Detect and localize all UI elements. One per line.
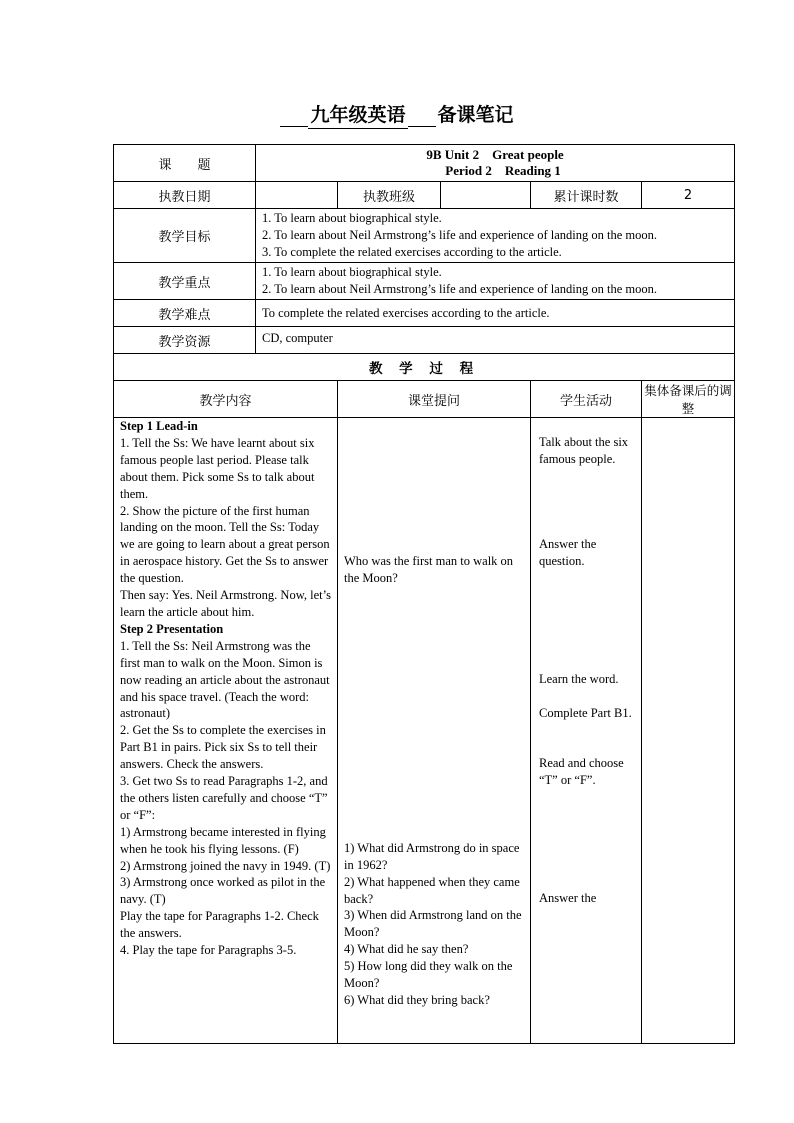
step2-title: Step 2 Presentation	[120, 621, 224, 636]
class-label: 执教班级	[338, 182, 441, 209]
teaching-content	[114, 418, 338, 1044]
header-activities: 学生活动	[531, 381, 642, 418]
process-body-row	[114, 418, 735, 1044]
student-activities	[531, 418, 642, 1044]
topic-value	[256, 145, 735, 182]
header-adjustments: 集体备课后的调整	[642, 381, 735, 418]
objective-item: 2. To learn about Neil Armstrong’s life and experience of landing on the moon.	[262, 228, 657, 242]
resources-text: CD, computer	[256, 327, 735, 354]
key-point-item: 1. To learn about biographical style.	[262, 265, 442, 279]
difficulties-text: To complete the related exercises according to the article.	[256, 300, 735, 327]
title-blank-left	[280, 104, 308, 127]
lesson-plan-table	[113, 144, 735, 1044]
objective-item: 3. To complete the related exercises according to the article.	[262, 245, 562, 259]
question-item: 1) What did Armstrong do in space in 1962?	[344, 840, 520, 872]
objective-item: 1. To learn about biographical style.	[262, 211, 442, 225]
activity-item: Answer the question.	[539, 536, 597, 568]
topic-label: 课 题	[114, 145, 256, 182]
key-points-list	[256, 263, 735, 300]
topic-period: Period 2 Reading 1	[445, 163, 561, 178]
step2-text2: 2. Get the Ss to complete the exercises in Part B1 in pairs. Pick six Ss to tell their answers. Check the answers.	[120, 723, 326, 772]
objectives-list	[256, 209, 735, 263]
page-title	[0, 100, 794, 129]
hours-value: 2	[642, 182, 735, 209]
key-points-row	[114, 263, 735, 300]
key-point-item: 2. To learn about Neil Armstrong’s life and experience of landing on the moon.	[262, 282, 657, 296]
step1-title: Step 1 Lead-in	[120, 419, 198, 433]
schedule-row	[114, 182, 735, 209]
title-subject: 九年级英语	[308, 100, 407, 129]
question-item: Who was the first man to walk on the Moon?	[344, 554, 514, 585]
question-item: 2) What happened when they came back?	[344, 874, 520, 906]
header-content: 教学内容	[114, 381, 338, 418]
question-item: 6) What did they bring back?	[344, 992, 490, 1007]
title-notes: 备课笔记	[437, 104, 514, 126]
header-questions: 课堂提问	[338, 381, 531, 418]
topic-unit: 9B Unit 2 Great people	[426, 147, 564, 162]
tf-item: 3) Armstrong once worked as pilot in the navy. (T)	[120, 875, 326, 907]
process-header-row	[114, 381, 735, 418]
topic-row	[114, 145, 735, 182]
class-questions	[338, 418, 531, 1044]
tape-instruction: 4. Play the tape for Paragraphs 3-5.	[120, 943, 297, 958]
question-item: 5) How long did they walk on the Moon?	[344, 959, 513, 991]
resources-label: 教学资源	[114, 327, 256, 354]
tape-instruction: Play the tape for Paragraphs 1-2. Check the answers.	[120, 909, 319, 941]
activity-item: Read and choose “T” or “F”.	[539, 756, 624, 788]
step2-text3: 3. Get two Ss to read Paragraphs 1-2, and the others listen carefully and choose “T” or “F”:	[120, 774, 328, 822]
step2-text1: 1. Tell the Ss: Neil Armstrong was the first man to walk on the Moon. Simon is now reading an article about the astronaut and his space travel. (Teach the word: astronaut)	[120, 638, 330, 721]
objectives-row	[114, 209, 735, 263]
tf-item: 2) Armstrong joined the navy in 1949. (T)	[120, 858, 331, 873]
activity-item: Talk about the six famous people.	[539, 435, 629, 466]
class-value[interactable]	[441, 182, 531, 209]
objectives-label: 教学目标	[114, 209, 256, 263]
activity-item: Learn the word.	[539, 671, 619, 686]
date-label: 执教日期	[114, 182, 256, 209]
step1-text: 1. Tell the Ss: We have learnt about six famous people last period. Please talk about them. Pick some Ss to talk about them.	[120, 435, 315, 501]
resources-row	[114, 327, 735, 354]
activity-item: Complete Part B1.	[539, 705, 632, 720]
title-blank-middle	[408, 104, 436, 127]
hours-label: 累计课时数	[531, 182, 642, 209]
difficulties-row	[114, 300, 735, 327]
step1-text2: 2. Show the picture of the first human landing on the moon. Tell the Ss: Today we are going to learn about a great person in aerospace history. Get the Ss to answer the question.	[120, 503, 330, 586]
difficulties-label: 教学难点	[114, 300, 256, 327]
question-item: 4) What did he say then?	[344, 942, 469, 957]
adjustments-cell[interactable]	[642, 418, 735, 1044]
step1-text3: Then say: Yes. Neil Armstrong. Now, let’s learn the article about him.	[120, 588, 331, 619]
process-title: 教 学 过 程	[114, 354, 735, 381]
question-item: 3) When did Armstrong land on the Moon?	[344, 908, 522, 940]
date-value[interactable]	[256, 182, 338, 209]
activity-item: Answer the	[539, 891, 597, 906]
tf-item: 1) Armstrong became interested in flying when he took his flying lessons. (F)	[120, 824, 326, 856]
process-title-row	[114, 354, 735, 381]
key-points-label: 教学重点	[114, 263, 256, 300]
